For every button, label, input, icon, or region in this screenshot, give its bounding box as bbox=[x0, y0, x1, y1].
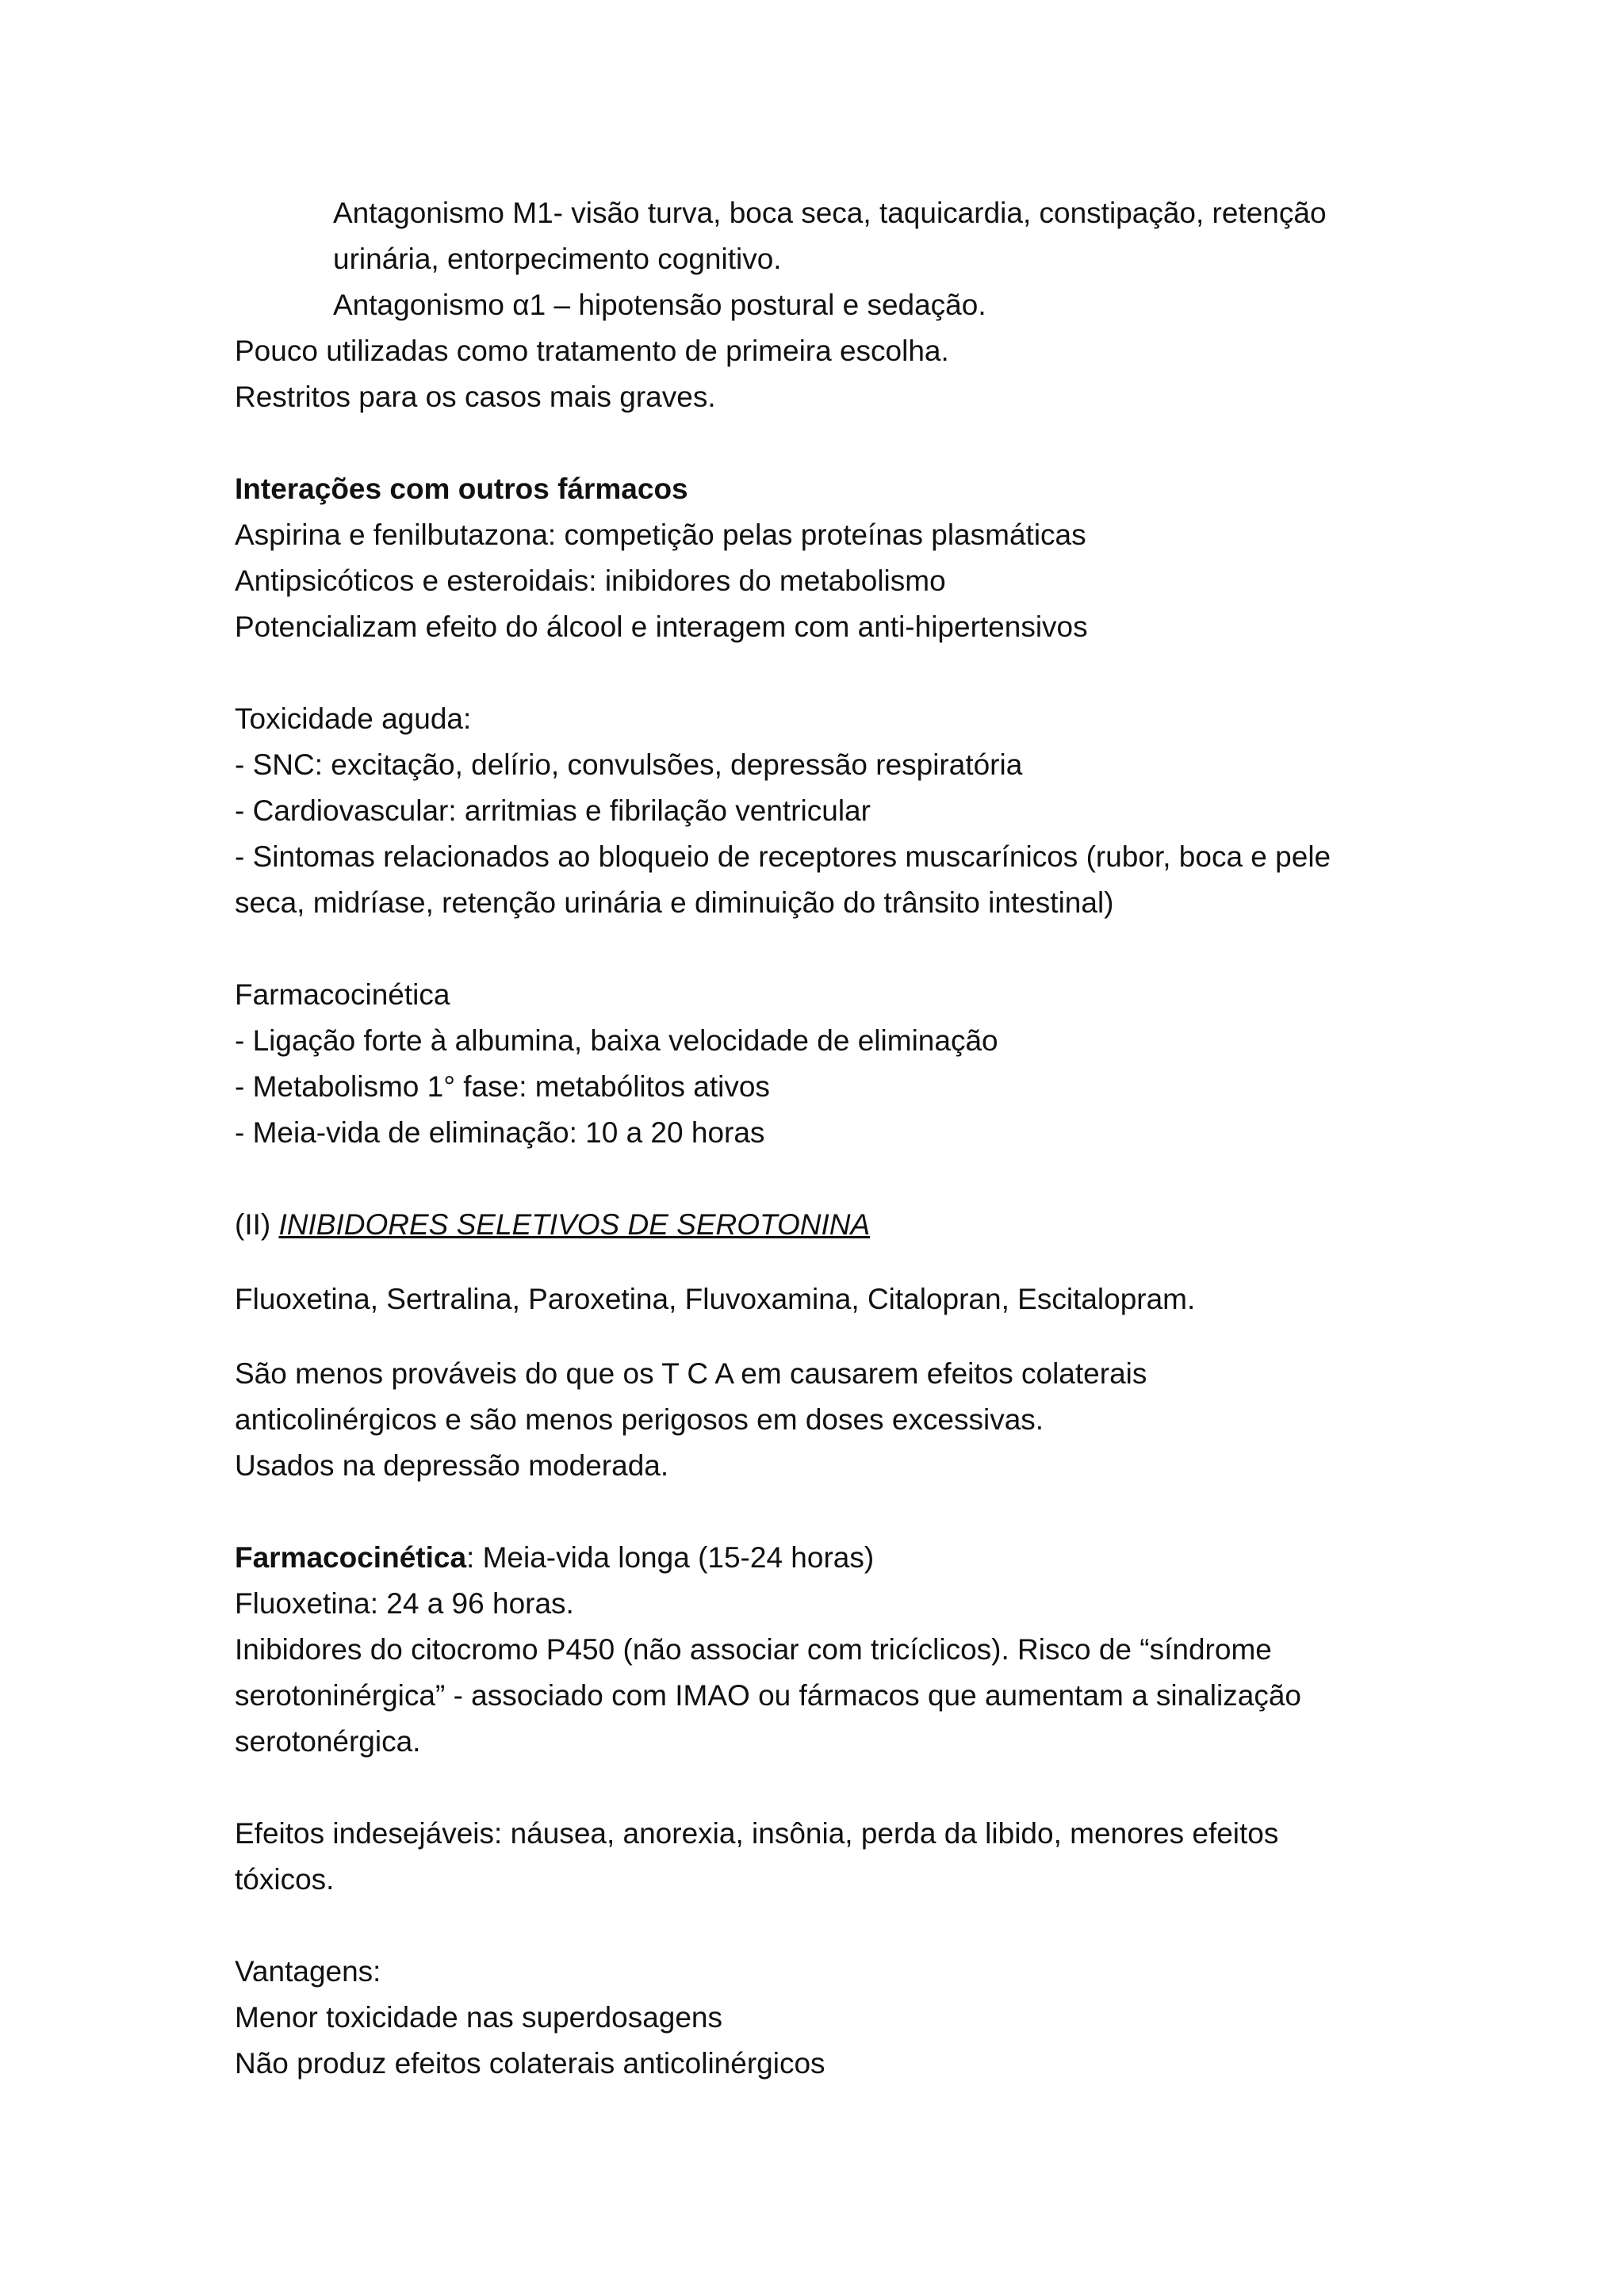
text-line: Fluoxetina: 24 a 96 horas. bbox=[235, 1587, 574, 1620]
text-line: Farmacocinética bbox=[235, 978, 450, 1011]
farmacocinetica-label: Farmacocinética bbox=[235, 1541, 467, 1574]
text-line: - Ligação forte à albumina, baixa velocidade de eliminação bbox=[235, 1024, 998, 1057]
text-line: Usados na depressão moderada. bbox=[235, 1449, 669, 1482]
text-line: - SNC: excitação, delírio, convulsões, depressão respiratória bbox=[235, 748, 1023, 781]
farmacocinetica-text: : Meia-vida longa (15-24 horas) bbox=[466, 1541, 875, 1574]
text-line: Restritos para os casos mais graves. bbox=[235, 381, 716, 413]
text-line: - Meia-vida de eliminação: 10 a 20 horas bbox=[235, 1116, 765, 1149]
heading-interacoes: Interações com outros fármacos bbox=[235, 473, 688, 505]
text-line: urinária, entorpecimento cognitivo. bbox=[333, 243, 782, 275]
text-line: - Sintomas relacionados ao bloqueio de receptores muscarínicos (rubor, boca e pele bbox=[235, 840, 1331, 873]
text-line: São menos prováveis do que os T C A em causarem efeitos colaterais bbox=[235, 1357, 1147, 1390]
farmacocinetica-line bbox=[235, 1535, 1408, 1581]
document-body bbox=[235, 190, 1408, 2087]
text-line: seca, midríase, retenção urinária e diminuição do trânsito intestinal) bbox=[235, 886, 1114, 919]
text-line: serotoninérgica” - associado com IMAO ou fármacos que aumentam a sinalização bbox=[235, 1679, 1301, 1712]
text-line: tóxicos. bbox=[235, 1863, 335, 1896]
text-line: - Metabolismo 1° fase: metabólitos ativos bbox=[235, 1070, 770, 1103]
section-title: INIBIDORES SELETIVOS DE SEROTONINA bbox=[278, 1208, 871, 1241]
text-line: Antipsicóticos e esteroidais: inibidores do metabolismo bbox=[235, 564, 946, 597]
text-line: Fluoxetina, Sertralina, Paroxetina, Fluvoxamina, Citalopran, Escitalopram. bbox=[235, 1283, 1196, 1315]
text-line: serotonérgica. bbox=[235, 1725, 421, 1758]
text-line: Antagonismo M1- visão turva, boca seca, taquicardia, constipação, retenção bbox=[333, 197, 1327, 229]
text-line: Vantagens: bbox=[235, 1955, 381, 1988]
text-line: Aspirina e fenilbutazona: competição pelas proteínas plasmáticas bbox=[235, 519, 1086, 551]
text-line: Toxicidade aguda: bbox=[235, 702, 472, 735]
section-heading bbox=[235, 1202, 1408, 1248]
text-line: Inibidores do citocromo P450 (não associar com tricíclicos). Risco de “síndrome bbox=[235, 1633, 1272, 1666]
text-line: - Cardiovascular: arritmias e fibrilação ventricular bbox=[235, 794, 871, 827]
section-prefix: (II) bbox=[235, 1208, 279, 1241]
text-line: Não produz efeitos colaterais anticolinérgicos bbox=[235, 2047, 825, 2080]
text-line: Potencializam efeito do álcool e interagem com anti-hipertensivos bbox=[235, 610, 1088, 643]
text-line: Antagonismo α1 – hipotensão postural e sedação. bbox=[333, 289, 986, 321]
text-line: Pouco utilizadas como tratamento de primeira escolha. bbox=[235, 335, 949, 367]
text-line: Efeitos indesejáveis: náusea, anorexia, insônia, perda da libido, menores efeitos bbox=[235, 1817, 1279, 1850]
text-line: Menor toxicidade nas superdosagens bbox=[235, 2001, 722, 2034]
text-line: anticolinérgicos e são menos perigosos em doses excessivas. bbox=[235, 1403, 1044, 1436]
